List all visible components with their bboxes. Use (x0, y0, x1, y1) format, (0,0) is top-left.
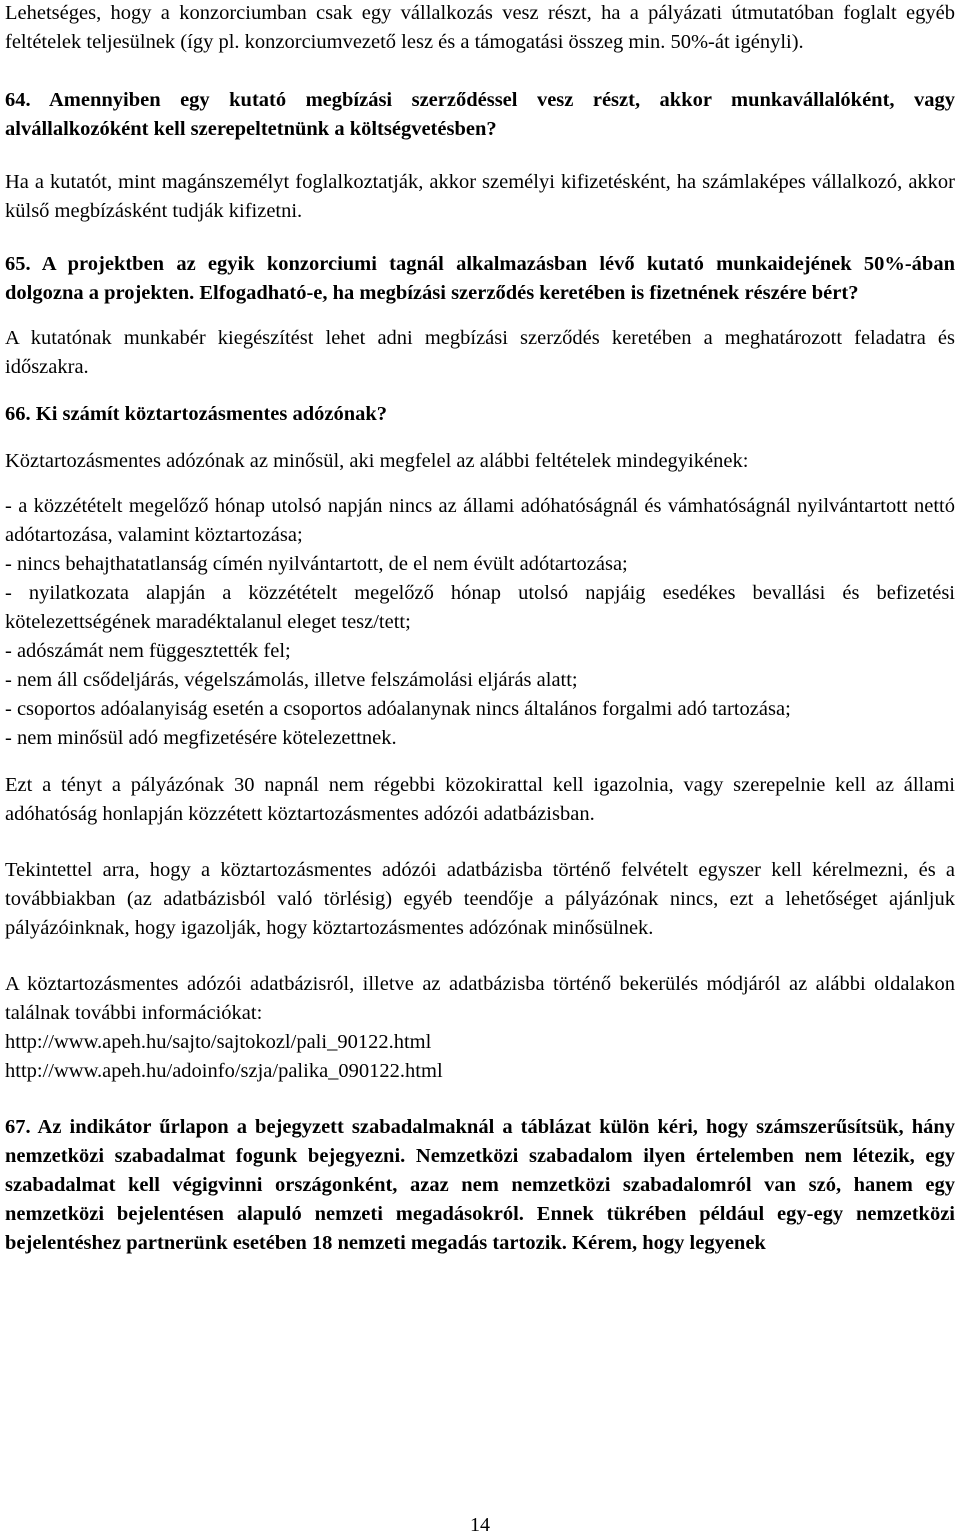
list-item: - nem minősül adó megfizetésére kötelezettnek. (5, 727, 397, 749)
question-65: 65. A projektben az egyik konzorciumi tagnál alkalmazásban lévő kutató munkaidejének 50%-ában dolgozna a projekten. Elfogadható-e, ha megbízási szerződés keretében is fizetnének részére bért? (5, 253, 955, 304)
answer-64: Ha a kutatót, mint magánszemélyt foglalkoztatják, akkor személyi kifizetésként, ha számlaképes vállalkozó, akkor külső megbízásként tudják kifizetni. (5, 171, 955, 222)
question-67: 67. Az indikátor űrlapon a bejegyzett szabadalmaknál a táblázat külön kéri, hogy számszerűsítsük, hány nemzetközi szabadalmat fogunk bejegyezni. Nemzetközi szabadalom ilyen értelemben nem létezik, egy szabadalmat kell végigvinni országonként, azaz nem nemzetközi szabadalomról van szó, hanem egy nemzetközi bejelentésen alapuló nemzeti megadásokról. Ennek tükrében például egy-egy nemzetközi bejelentéshez partnerünk esetében 18 nemzeti megadás tartozik. Kérem, hogy legyenek (5, 1116, 955, 1254)
question-66: 66. Ki számít köztartozásmentes adózónak? (5, 403, 388, 425)
paragraph-database: Tekintettel arra, hogy a köztartozásmentes adózói adatbázisba történő felvételt egyszer kell kérelmezni, és a továbbiakban (az adatbázisból való törlésig) egyéb teendője a pályázónak nincs, ezt a lehetőséget ajánljuk pályázóinknak, hogy igazolják, hogy köztartozásmentes adózónak minősülnek. (5, 859, 955, 939)
page-number: 14 (470, 1514, 490, 1536)
conditions-list (5, 492, 955, 753)
list-item: - nyilatkozata alapján a közzétételt megelőző hónap utolsó napjáig esedékes bevallási és befizetési kötelezettségének maradéktalanul eleget tesz/tett; (5, 582, 955, 633)
paragraph-certificate: Ezt a tényt a pályázónak 30 napnál nem régebbi közokirattal kell igazolnia, vagy szerepelnie kell az állami adóhatóság honlapján közzétett köztartozásmentes adózói adatbázisban. (5, 774, 955, 825)
list-item: - a közzétételt megelőző hónap utolsó napján nincs az állami adóhatóságnál és vámhatóságnál nyilvántartott nettó adótartozása, valamint köztartozása; (5, 495, 955, 546)
question-64: 64. Amennyiben egy kutató megbízási szerződéssel vesz részt, akkor munkavállalóként, vagy alvállalkozóként kell szerepeltetnünk a költségvetésben? (5, 89, 955, 140)
document-page (5, 0, 955, 1258)
list-item: - nincs behajthatatlanság címén nyilvántartott, de el nem évült adótartozása; (5, 553, 628, 575)
list-item: - adószámát nem függesztették fel; (5, 640, 291, 662)
list-item: - nem áll csődeljárás, végelszámolás, illetve felszámolási eljárás alatt; (5, 669, 578, 691)
link-apeh-sajto[interactable]: http://www.apeh.hu/sajto/sajtokozl/pali_90122.html (5, 1031, 432, 1053)
paragraph-info: A köztartozásmentes adózói adatbázisról, illetve az adatbázisba történő bekerülés módjáról az alábbi oldalakon találnak további információkat: (5, 973, 955, 1024)
answer-66-intro: Köztartozásmentes adózónak az minősül, aki megfelel az alábbi feltételek mindegyikének: (5, 450, 749, 472)
list-item: - csoportos adóalanyiság esetén a csoportos adóalanynak nincs általános forgalmi adó tartozása; (5, 698, 791, 720)
link-apeh-adoinfo[interactable]: http://www.apeh.hu/adoinfo/szja/palika_090122.html (5, 1060, 443, 1082)
answer-65: A kutatónak munkabér kiegészítést lehet adni megbízási szerződés keretében a meghatározott feladatra és időszakra. (5, 327, 955, 378)
intro-paragraph: Lehetséges, hogy a konzorciumban csak egy vállalkozás vesz részt, ha a pályázati útmutatóban foglalt egyéb feltételek teljesülnek (így pl. konzorciumvezető lesz és a támogatási összeg min. 50%-át igényli). (5, 2, 955, 53)
